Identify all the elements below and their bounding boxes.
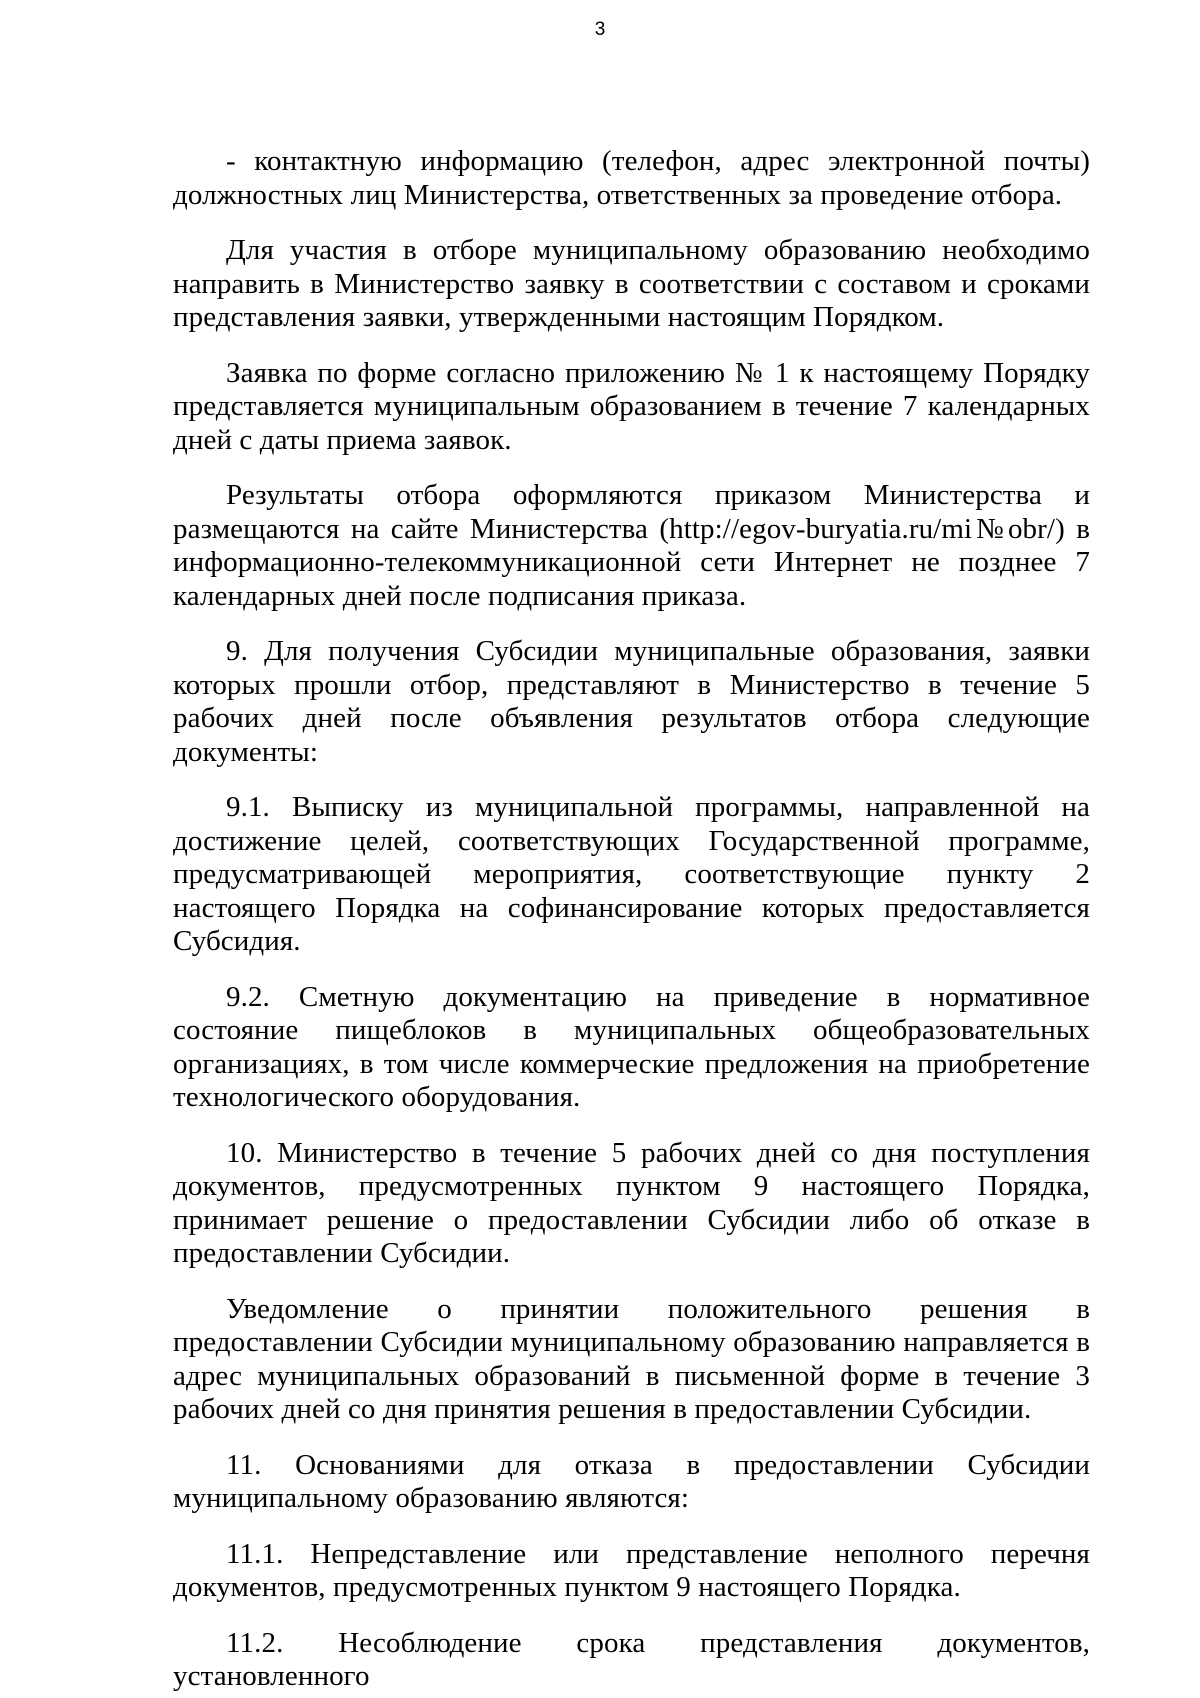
paragraph-item-11-1: 11.1. Непредставление или представление неполного перечня документов, предусмотренных пунктом 9 настоящего Порядка. <box>173 1537 1090 1603</box>
paragraph-selection-results: Результаты отбора оформляются приказом Министерства и размещаются на сайте Министерства (http://egov-buryatia.ru/mi№obr/) в информационно-телекоммуникационной сети Интернет не позднее 7 календарных дней после подписания приказа. <box>173 479 1090 612</box>
paragraph-item-11: 11. Основаниями для отказа в предоставлении Субсидии муниципальному образованию являются: <box>173 1448 1090 1514</box>
paragraph-item-9-2: 9.2. Сметную документацию на приведение в нормативное состояние пищеблоков в муниципальных общеобразовательных организациях, в том числе коммерческие предложения на приобретение технологического оборудования. <box>173 980 1090 1113</box>
paragraph-participation: Для участия в отборе муниципальному образованию необходимо направить в Министерство заявку в соответствии с составом и сроками представления заявки, утвержденными настоящим Порядком. <box>173 234 1090 333</box>
paragraph-item-9-1: 9.1. Выписку из муниципальной программы, направленной на достижение целей, соответствующих Государственной программе, предусматривающей мероприятия, соответствующие пункту 2 настоящего Порядка на софинансирование которых предоставляется Субсидия. <box>173 791 1090 957</box>
document-body <box>173 145 1090 1694</box>
paragraph-item-11-2: 11.2. Несоблюдение срока представления документов, установленного <box>173 1626 1090 1692</box>
paragraph-application-form: Заявка по форме согласно приложению № 1 к настоящему Порядку представляется муниципальным образованием в течение 7 календарных дней с даты приема заявок. <box>173 356 1090 456</box>
paragraph-item-10: 10. Министерство в течение 5 рабочих дней со дня поступления документов, предусмотренных пунктом 9 настоящего Порядка, принимает решение о предоставлении Субсидии либо об отказе в предоставлении Субсидии. <box>173 1136 1090 1269</box>
paragraph-contact-info: - контактную информацию (телефон, адрес электронной почты) должностных лиц Министерства, ответственных за проведение отбора. <box>173 145 1090 211</box>
page-number: 3 <box>594 19 606 40</box>
paragraph-notification: Уведомление о принятии положительного решения в предоставлении Субсидии муниципальному образованию направляется в адрес муниципальных образований в письменной форме в течение 3 рабочих дней со дня принятия решения в предоставлении Субсидии. <box>173 1292 1090 1425</box>
paragraph-item-9: 9. Для получения Субсидии муниципальные образования, заявки которых прошли отбор, представляют в Министерство в течение 5 рабочих дней после объявления результатов отбора следующие документы: <box>173 635 1090 768</box>
